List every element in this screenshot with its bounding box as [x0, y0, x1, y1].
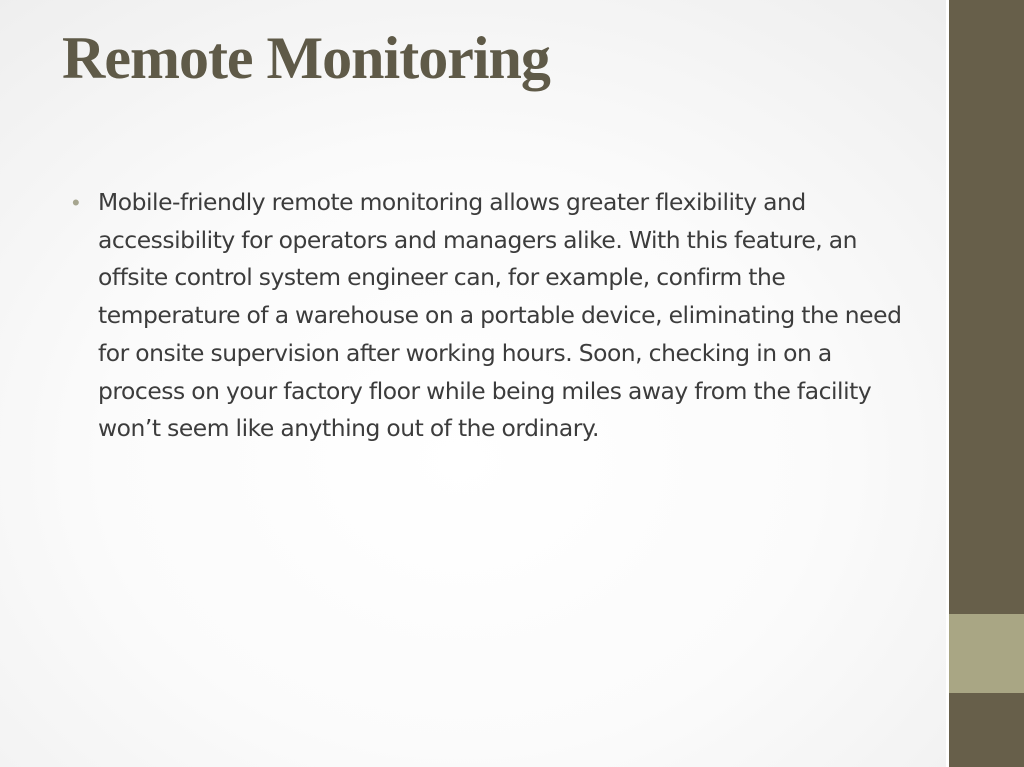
bullet-list [72, 184, 907, 448]
bullet-item [72, 184, 907, 448]
sidebar-band-dark-top [949, 0, 1024, 614]
bullet-marker: • [72, 190, 80, 215]
bullet-text: Mobile-friendly remote monitoring allows greater flexibility and accessibility for operators and managers alike. With this feature, an offsite control system engineer can, for example, confirm the temperature of a warehouse on a portable device, eliminating the need for onsite supervision after working hours. Soon, checking in on a process on your factory floor while being miles away from the facility won’t seem like anything out of the ordinary. [98, 188, 902, 443]
slide-title: Remote Monitoring [62, 25, 550, 91]
sidebar-band-light [949, 614, 1024, 693]
sidebar-band-dark-bottom [949, 693, 1024, 767]
